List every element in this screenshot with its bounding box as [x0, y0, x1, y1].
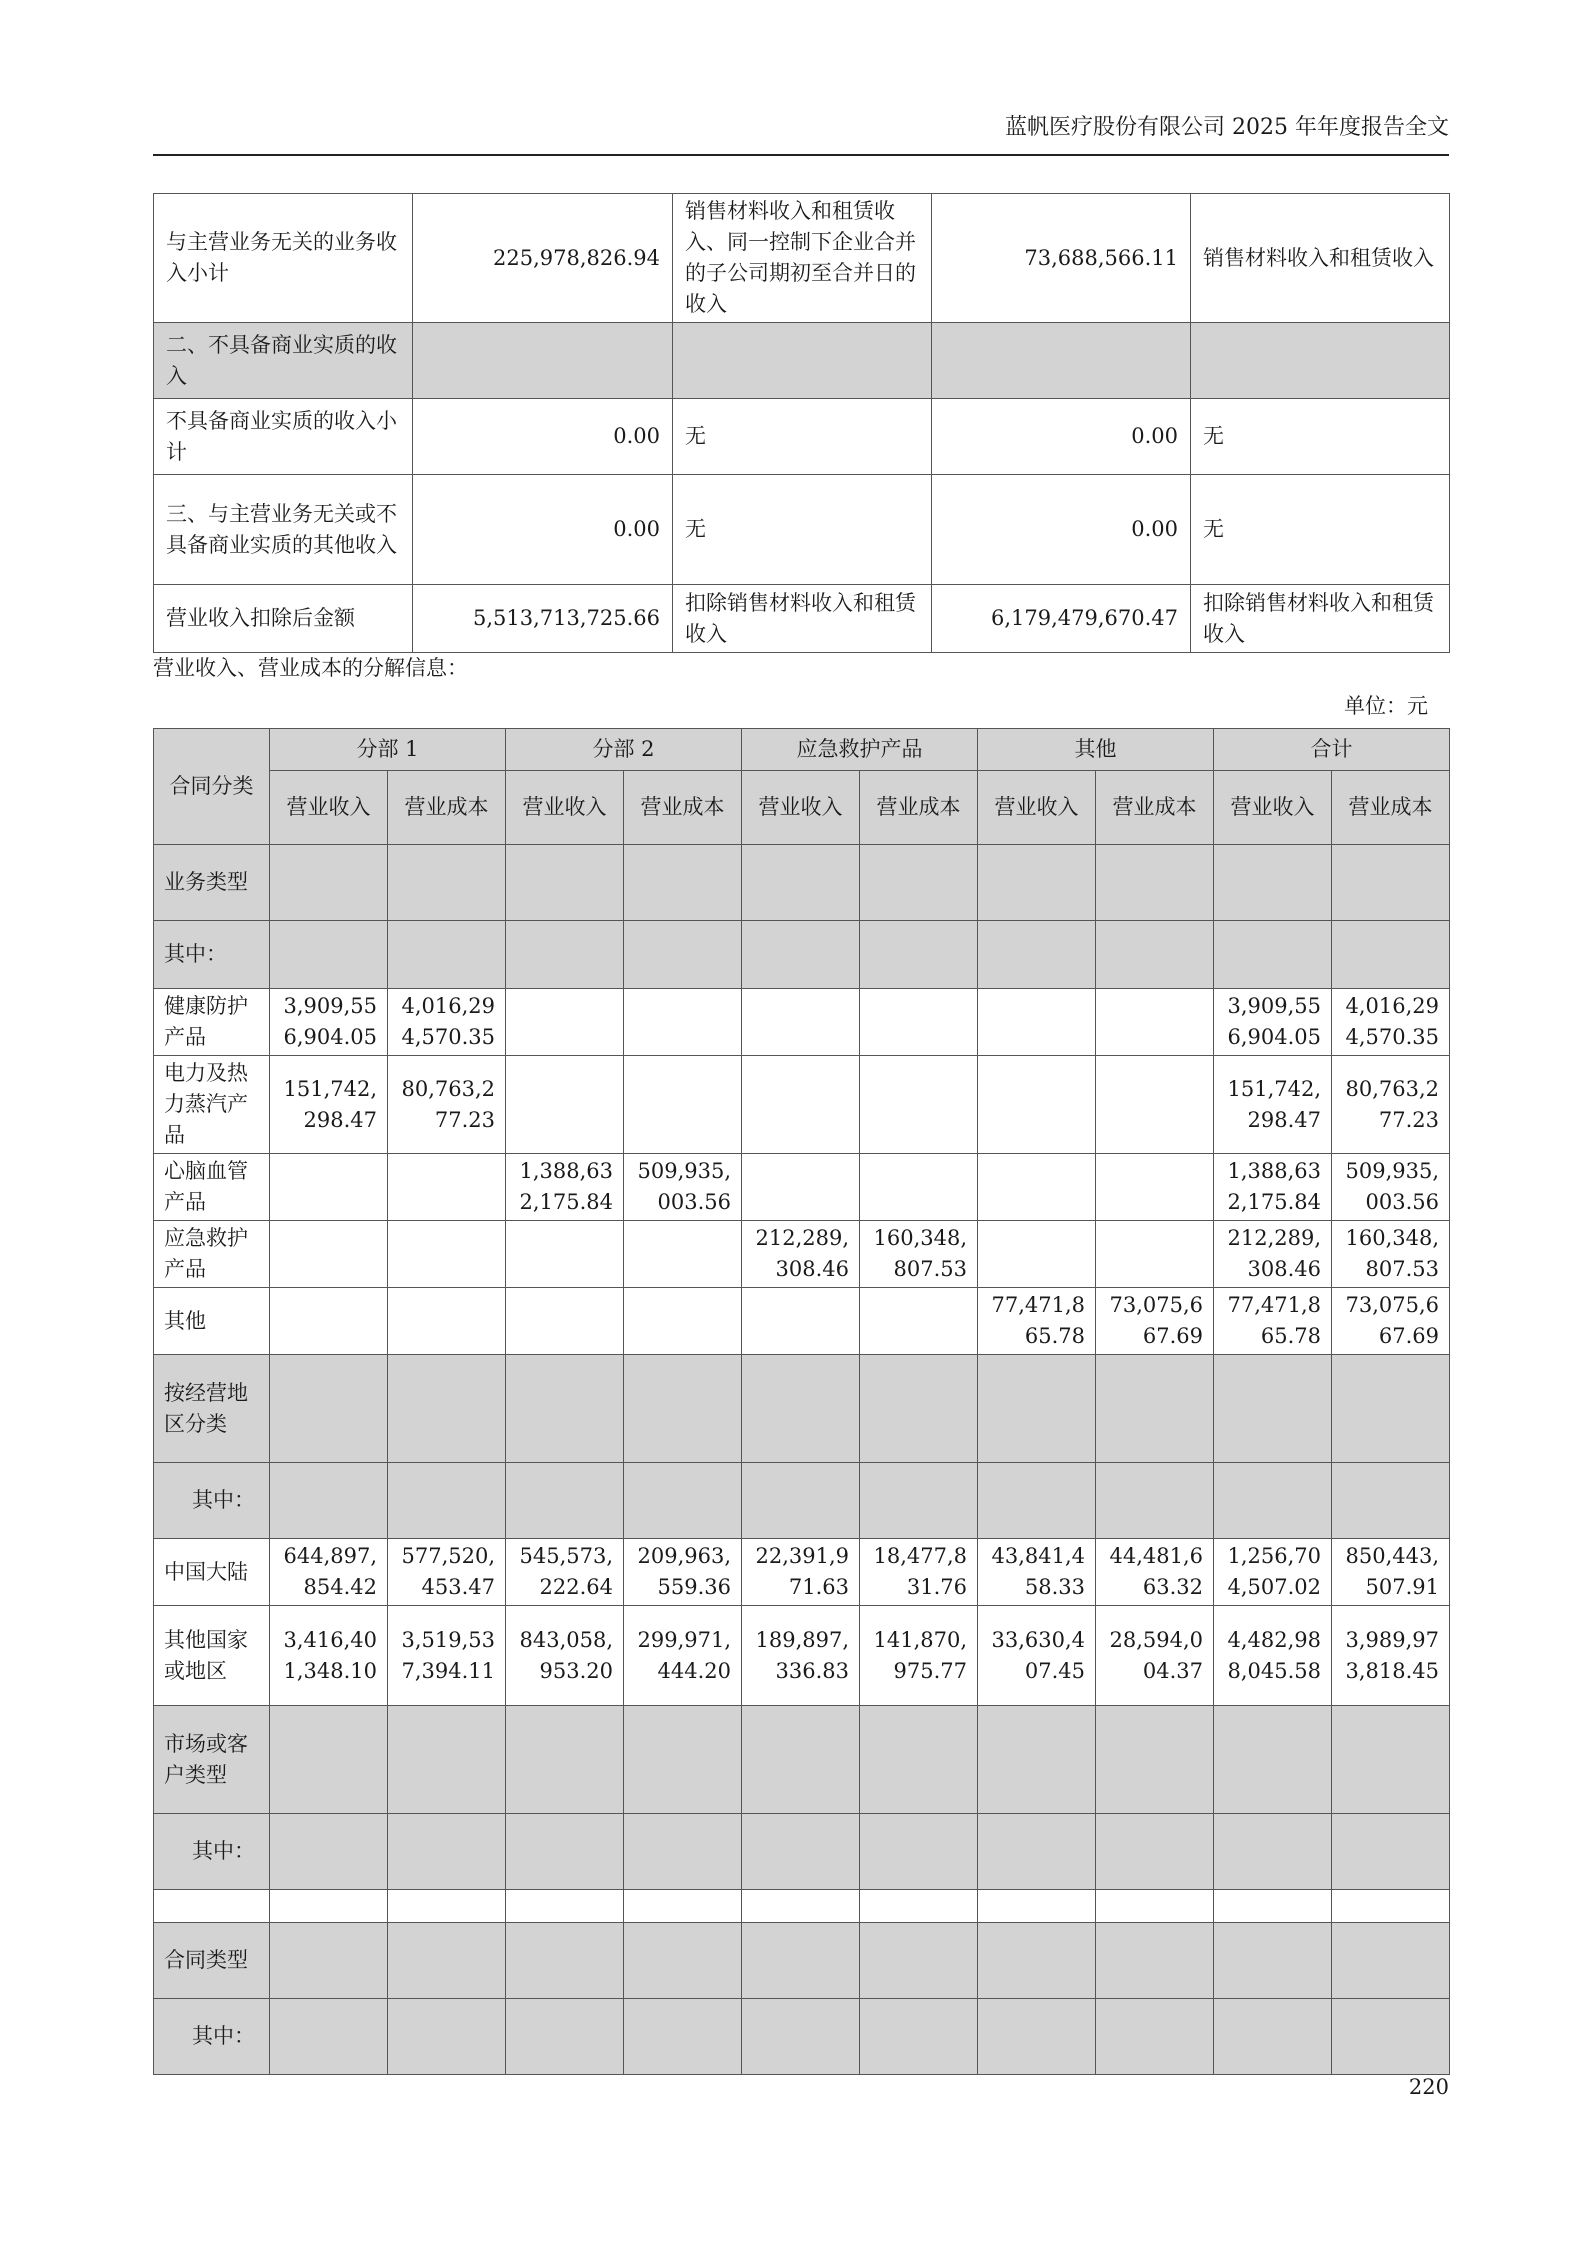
- revenue-cell: 3,909,556,904.05: [1214, 989, 1332, 1056]
- table-row: [154, 475, 1450, 585]
- current-amount-cell: 0.00: [413, 399, 673, 475]
- current-amount-cell: 0.00: [413, 475, 673, 585]
- cost-cell: 577,520,453.47: [388, 1539, 506, 1606]
- prior-desc-cell: 销售材料收入和租赁收入: [1191, 194, 1450, 323]
- cost-cell: 44,481,663.32: [1096, 1539, 1214, 1606]
- cost-cell: [1096, 1154, 1214, 1221]
- revenue-cell: [506, 1221, 624, 1288]
- report-title: 蓝帆医疗股份有限公司 2025 年年度报告全文: [1005, 115, 1449, 140]
- revenue-cell: 644,897,854.42: [270, 1539, 388, 1606]
- current-amount-cell: 225,978,826.94: [413, 194, 673, 323]
- revenue-cell: 1,388,632,175.84: [1214, 1154, 1332, 1221]
- revenue-cell: [506, 1706, 624, 1814]
- revenue-cell: [270, 1890, 388, 1923]
- header-row: [154, 729, 1450, 771]
- table-row: [154, 1890, 1450, 1923]
- cost-cell: 18,477,831.76: [860, 1539, 978, 1606]
- revenue-cell: [742, 1288, 860, 1355]
- revenue-cell: [270, 1355, 388, 1463]
- cost-cell: 73,075,667.69: [1096, 1288, 1214, 1355]
- table-row: [154, 1706, 1450, 1814]
- cost-cell: 80,763,277.23: [388, 1056, 506, 1154]
- cost-cell: [624, 1706, 742, 1814]
- revenue-cell: [978, 989, 1096, 1056]
- cost-cell: [388, 1890, 506, 1923]
- cost-cell: [1096, 1221, 1214, 1288]
- cost-cell: 299,971,444.20: [624, 1606, 742, 1706]
- cost-cell: [388, 1999, 506, 2075]
- cost-cell: [860, 845, 978, 921]
- cost-cell: [1096, 1056, 1214, 1154]
- revenue-header: 营业收入: [742, 771, 860, 845]
- cost-cell: [860, 1923, 978, 1999]
- cost-cell: [1332, 845, 1450, 921]
- prior-amount-cell: [932, 323, 1191, 399]
- cost-cell: [1096, 1814, 1214, 1890]
- row-label: 健康防护产品: [154, 989, 270, 1056]
- cost-cell: [1096, 1890, 1214, 1923]
- revenue-cell: [1214, 1463, 1332, 1539]
- revenue-cell: [506, 989, 624, 1056]
- cost-cell: [388, 1814, 506, 1890]
- table-row: [154, 194, 1450, 323]
- revenue-cell: [978, 1890, 1096, 1923]
- cost-cell: [1332, 1355, 1450, 1463]
- cost-cell: [624, 1463, 742, 1539]
- row-label: 其中：: [154, 1999, 270, 2075]
- cost-cell: 73,075,667.69: [1332, 1288, 1450, 1355]
- revenue-cell: [506, 845, 624, 921]
- current-desc-cell: 销售材料收入和租赁收入、同一控制下企业合并的子公司期初至合并日的收入: [673, 194, 932, 323]
- row-label: 与主营业务无关的业务收入小计: [154, 194, 413, 323]
- cost-cell: [624, 1814, 742, 1890]
- revenue-cell: [506, 1355, 624, 1463]
- prior-desc-cell: 扣除销售材料收入和租赁收入: [1191, 585, 1450, 653]
- cost-cell: [860, 1706, 978, 1814]
- cost-cell: [388, 1288, 506, 1355]
- revenue-cell: [742, 1355, 860, 1463]
- revenue-cell: [506, 921, 624, 989]
- row-label: [154, 1890, 270, 1923]
- cost-cell: [860, 1999, 978, 2075]
- revenue-cell: [1214, 845, 1332, 921]
- revenue-cell: [978, 1056, 1096, 1154]
- current-desc-cell: 扣除销售材料收入和租赁收入: [673, 585, 932, 653]
- row-label: 市场或客户类型: [154, 1706, 270, 1814]
- prior-desc-cell: 无: [1191, 475, 1450, 585]
- cost-cell: [624, 921, 742, 989]
- table-row: [154, 585, 1450, 653]
- revenue-cell: 1,388,632,175.84: [506, 1154, 624, 1221]
- revenue-cell: [742, 1056, 860, 1154]
- cost-cell: [1096, 1999, 1214, 2075]
- cost-cell: 28,594,004.37: [1096, 1606, 1214, 1706]
- cost-cell: [388, 921, 506, 989]
- revenue-cell: [742, 1923, 860, 1999]
- row-label: 三、与主营业务无关或不具备商业实质的其他收入: [154, 475, 413, 585]
- cost-cell: [624, 1923, 742, 1999]
- row-label: 其他国家或地区: [154, 1606, 270, 1706]
- revenue-cell: [270, 1154, 388, 1221]
- report-header: [153, 110, 1449, 156]
- cost-cell: [860, 1355, 978, 1463]
- cost-cell: [624, 1221, 742, 1288]
- row-label: 其中：: [154, 1814, 270, 1890]
- unit-label: 单位：元: [1344, 694, 1428, 718]
- cost-cell: [388, 1923, 506, 1999]
- cost-header: 营业成本: [1096, 771, 1214, 845]
- group-header: 分部 2: [506, 729, 742, 771]
- revenue-cell: [978, 1923, 1096, 1999]
- row-label: 不具备商业实质的收入小计: [154, 399, 413, 475]
- current-desc-cell: 无: [673, 475, 932, 585]
- revenue-cell: 43,841,458.33: [978, 1539, 1096, 1606]
- revenue-cell: 189,897,336.83: [742, 1606, 860, 1706]
- current-amount-cell: [413, 323, 673, 399]
- revenue-cell: [978, 1463, 1096, 1539]
- table-row: [154, 1463, 1450, 1539]
- row-label: 其中：: [154, 921, 270, 989]
- revenue-cell: 151,742,298.47: [270, 1056, 388, 1154]
- table-row: [154, 1355, 1450, 1463]
- current-desc-cell: [673, 323, 932, 399]
- cost-cell: [860, 1463, 978, 1539]
- table-row: [154, 989, 1450, 1056]
- cost-header: 营业成本: [624, 771, 742, 845]
- group-header: 其他: [978, 729, 1214, 771]
- revenue-cell: [1214, 1999, 1332, 2075]
- cost-cell: [624, 1288, 742, 1355]
- revenue-cell: 1,256,704,507.02: [1214, 1539, 1332, 1606]
- cost-cell: [624, 1355, 742, 1463]
- revenue-header: 营业收入: [270, 771, 388, 845]
- revenue-cell: [270, 1923, 388, 1999]
- revenue-cell: [978, 845, 1096, 921]
- revenue-cell: [1214, 1355, 1332, 1463]
- revenue-cell: 151,742,298.47: [1214, 1056, 1332, 1154]
- table-row: [154, 1221, 1450, 1288]
- revenue-cell: [270, 845, 388, 921]
- cost-cell: [624, 1056, 742, 1154]
- cost-cell: [1096, 1706, 1214, 1814]
- row-label: 营业收入扣除后金额: [154, 585, 413, 653]
- revenue-cell: 3,416,401,348.10: [270, 1606, 388, 1706]
- cost-cell: [624, 989, 742, 1056]
- table-row: [154, 1056, 1450, 1154]
- current-amount-cell: 5,513,713,725.66: [413, 585, 673, 653]
- cost-header: 营业成本: [388, 771, 506, 845]
- table-row: [154, 1814, 1450, 1890]
- revenue-cell: [1214, 1890, 1332, 1923]
- table-row: [154, 1923, 1450, 1999]
- revenue-cell: [1214, 921, 1332, 989]
- row-label: 中国大陆: [154, 1539, 270, 1606]
- revenue-cell: [742, 1154, 860, 1221]
- cost-cell: [388, 1355, 506, 1463]
- revenue-cell: [978, 1706, 1096, 1814]
- cost-cell: 4,016,294,570.35: [388, 989, 506, 1056]
- revenue-cell: [742, 1890, 860, 1923]
- cost-cell: [1332, 1706, 1450, 1814]
- cost-cell: 3,519,537,394.11: [388, 1606, 506, 1706]
- cost-cell: [860, 1154, 978, 1221]
- cost-cell: [1332, 1923, 1450, 1999]
- table-row: [154, 1999, 1450, 2075]
- table-row: [154, 1154, 1450, 1221]
- group-header: 应急救护产品: [742, 729, 978, 771]
- cost-cell: 850,443,507.91: [1332, 1539, 1450, 1606]
- row-label: 应急救护产品: [154, 1221, 270, 1288]
- cost-cell: [1096, 921, 1214, 989]
- cost-cell: 141,870,975.77: [860, 1606, 978, 1706]
- prior-desc-cell: [1191, 323, 1450, 399]
- prior-desc-cell: 无: [1191, 399, 1450, 475]
- table-row: [154, 1606, 1450, 1706]
- row-label: 二、不具备商业实质的收入: [154, 323, 413, 399]
- cost-cell: [1332, 921, 1450, 989]
- revenue-cell: [978, 1355, 1096, 1463]
- revenue-cell: 33,630,407.45: [978, 1606, 1096, 1706]
- revenue-cell: [742, 1999, 860, 2075]
- cost-cell: 80,763,277.23: [1332, 1056, 1450, 1154]
- cost-cell: [1096, 1923, 1214, 1999]
- cost-cell: [388, 1463, 506, 1539]
- prior-amount-cell: 73,688,566.11: [932, 194, 1191, 323]
- row-label: 心脑血管产品: [154, 1154, 270, 1221]
- row-label: 电力及热力蒸汽产品: [154, 1056, 270, 1154]
- revenue-deduction-table: [153, 193, 1450, 653]
- cost-cell: 160,348,807.53: [860, 1221, 978, 1288]
- cost-cell: [860, 1288, 978, 1355]
- revenue-cell: 212,289,308.46: [1214, 1221, 1332, 1288]
- cost-cell: [388, 845, 506, 921]
- revenue-cell: [978, 1814, 1096, 1890]
- revenue-cell: [742, 1463, 860, 1539]
- revenue-cell: 77,471,865.78: [978, 1288, 1096, 1355]
- revenue-cell: [270, 921, 388, 989]
- revenue-cell: 843,058,953.20: [506, 1606, 624, 1706]
- cost-header: 营业成本: [860, 771, 978, 845]
- cost-cell: [860, 1056, 978, 1154]
- cost-cell: 160,348,807.53: [1332, 1221, 1450, 1288]
- revenue-cell: [270, 1706, 388, 1814]
- revenue-cell: [978, 1221, 1096, 1288]
- revenue-cell: 4,482,988,045.58: [1214, 1606, 1332, 1706]
- cost-cell: [624, 1999, 742, 2075]
- row-label: 其中：: [154, 1463, 270, 1539]
- cost-cell: [1096, 1355, 1214, 1463]
- cost-cell: [860, 1890, 978, 1923]
- cost-cell: [388, 1706, 506, 1814]
- cost-cell: [860, 1814, 978, 1890]
- cost-cell: [1096, 845, 1214, 921]
- group-header: 合计: [1214, 729, 1450, 771]
- cost-cell: [1096, 1463, 1214, 1539]
- table-row: [154, 399, 1450, 475]
- revenue-cell: [506, 1923, 624, 1999]
- revenue-cell: [742, 921, 860, 989]
- table-row: [154, 845, 1450, 921]
- revenue-cell: [506, 1056, 624, 1154]
- cost-cell: [624, 1890, 742, 1923]
- revenue-cell: [742, 1706, 860, 1814]
- revenue-cell: [1214, 1923, 1332, 1999]
- revenue-cell: 3,909,556,904.05: [270, 989, 388, 1056]
- cost-cell: 509,935,003.56: [1332, 1154, 1450, 1221]
- cost-cell: [1332, 1999, 1450, 2075]
- cost-header: 营业成本: [1332, 771, 1450, 845]
- table-row: [154, 1539, 1450, 1606]
- revenue-cell: [978, 921, 1096, 989]
- revenue-cell: [506, 1463, 624, 1539]
- revenue-cell: [506, 1814, 624, 1890]
- revenue-cell: [270, 1288, 388, 1355]
- revenue-cell: [270, 1463, 388, 1539]
- revenue-cell: [270, 1221, 388, 1288]
- revenue-cell: [506, 1999, 624, 2075]
- cost-cell: [860, 989, 978, 1056]
- cost-cell: [1096, 989, 1214, 1056]
- revenue-cell: 22,391,971.63: [742, 1539, 860, 1606]
- table-caption: 营业收入、营业成本的分解信息：: [153, 656, 468, 680]
- page-number: 220: [1408, 2075, 1449, 2099]
- cost-cell: 209,963,559.36: [624, 1539, 742, 1606]
- cost-cell: 509,935,003.56: [624, 1154, 742, 1221]
- cost-cell: [388, 1221, 506, 1288]
- current-desc-cell: 无: [673, 399, 932, 475]
- revenue-breakdown-table: [153, 728, 1450, 2075]
- cost-cell: [860, 921, 978, 989]
- cost-cell: [624, 845, 742, 921]
- revenue-cell: [1214, 1814, 1332, 1890]
- revenue-cell: [506, 1890, 624, 1923]
- cost-cell: 4,016,294,570.35: [1332, 989, 1450, 1056]
- revenue-cell: [978, 1999, 1096, 2075]
- cost-cell: 3,989,973,818.45: [1332, 1606, 1450, 1706]
- cost-cell: [388, 1154, 506, 1221]
- revenue-cell: 545,573,222.64: [506, 1539, 624, 1606]
- revenue-cell: [742, 989, 860, 1056]
- table-row: [154, 1288, 1450, 1355]
- revenue-cell: 212,289,308.46: [742, 1221, 860, 1288]
- row-label: 业务类型: [154, 845, 270, 921]
- revenue-header: 营业收入: [1214, 771, 1332, 845]
- cost-cell: [1332, 1463, 1450, 1539]
- group-header: 分部 1: [270, 729, 506, 771]
- row-label: 按经营地区分类: [154, 1355, 270, 1463]
- table-row: [154, 921, 1450, 989]
- revenue-cell: [742, 1814, 860, 1890]
- revenue-header: 营业收入: [978, 771, 1096, 845]
- corner-header: 合同分类: [154, 729, 270, 845]
- revenue-cell: [1214, 1706, 1332, 1814]
- revenue-cell: [270, 1814, 388, 1890]
- table-row: [154, 323, 1450, 399]
- prior-amount-cell: 0.00: [932, 475, 1191, 585]
- revenue-cell: [742, 845, 860, 921]
- revenue-cell: 77,471,865.78: [1214, 1288, 1332, 1355]
- revenue-cell: [506, 1288, 624, 1355]
- revenue-cell: [978, 1154, 1096, 1221]
- cost-cell: [1332, 1814, 1450, 1890]
- prior-amount-cell: 0.00: [932, 399, 1191, 475]
- row-label: 合同类型: [154, 1923, 270, 1999]
- cost-cell: [1332, 1890, 1450, 1923]
- subheader-row: [154, 771, 1450, 845]
- row-label: 其他: [154, 1288, 270, 1355]
- prior-amount-cell: 6,179,479,670.47: [932, 585, 1191, 653]
- revenue-cell: [270, 1999, 388, 2075]
- revenue-header: 营业收入: [506, 771, 624, 845]
